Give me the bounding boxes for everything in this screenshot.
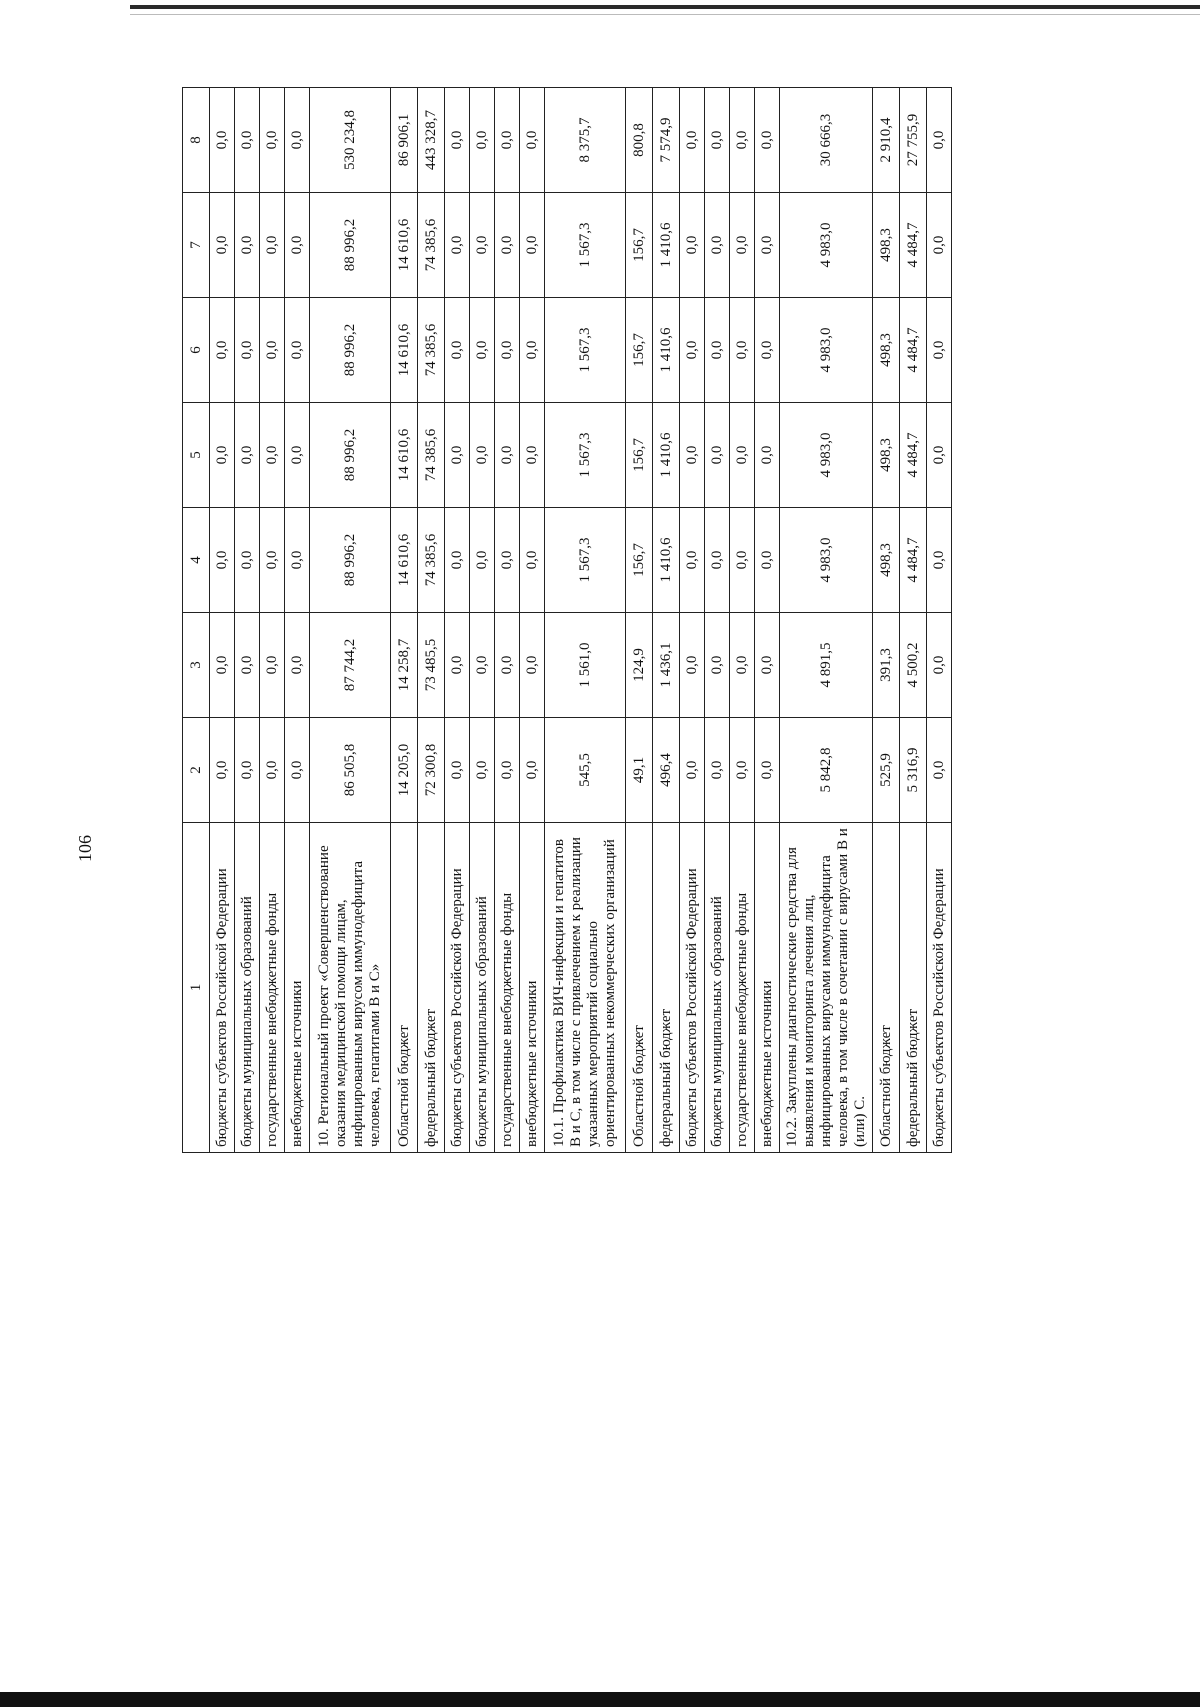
value-cell: 0,0	[755, 298, 780, 403]
value-cell: 86 906,1	[391, 88, 418, 193]
value-cell: 0,0	[445, 508, 470, 613]
row-label: Областной бюджет	[391, 823, 418, 1153]
header-cell: 5	[183, 403, 210, 508]
value-cell: 27 755,9	[900, 88, 927, 193]
value-cell: 498,3	[873, 298, 900, 403]
value-cell: 156,7	[626, 403, 653, 508]
value-cell: 74 385,6	[418, 193, 445, 298]
value-cell: 4 484,7	[900, 508, 927, 613]
value-cell: 156,7	[626, 508, 653, 613]
value-cell: 7 574,9	[653, 88, 680, 193]
value-cell: 0,0	[260, 718, 285, 823]
table-row	[705, 88, 730, 1153]
value-cell: 0,0	[705, 718, 730, 823]
value-cell: 0,0	[260, 613, 285, 718]
value-cell: 0,0	[495, 403, 520, 508]
value-cell: 0,0	[927, 193, 952, 298]
value-cell: 1 567,3	[545, 508, 626, 613]
value-cell: 1 567,3	[545, 403, 626, 508]
value-cell: 88 996,2	[310, 193, 391, 298]
value-cell: 0,0	[495, 613, 520, 718]
value-cell: 0,0	[285, 508, 310, 613]
value-cell: 1 410,6	[653, 508, 680, 613]
value-cell: 0,0	[445, 88, 470, 193]
row-label: бюджеты муниципальных образований	[705, 823, 730, 1153]
value-cell: 2 910,4	[873, 88, 900, 193]
value-cell: 5 316,9	[900, 718, 927, 823]
value-cell: 124,9	[626, 613, 653, 718]
value-cell: 0,0	[520, 718, 545, 823]
value-cell: 0,0	[235, 508, 260, 613]
value-cell: 1 436,1	[653, 613, 680, 718]
value-cell: 1 410,6	[653, 298, 680, 403]
value-cell: 0,0	[705, 508, 730, 613]
table-row	[653, 88, 680, 1153]
value-cell: 0,0	[755, 508, 780, 613]
value-cell: 0,0	[680, 88, 705, 193]
value-cell: 5 842,8	[780, 718, 873, 823]
table-row	[285, 88, 310, 1153]
value-cell: 0,0	[285, 298, 310, 403]
value-cell: 0,0	[210, 508, 235, 613]
value-cell: 156,7	[626, 298, 653, 403]
value-cell: 0,0	[705, 193, 730, 298]
value-cell: 1 567,3	[545, 193, 626, 298]
value-cell: 0,0	[210, 718, 235, 823]
value-cell: 4 484,7	[900, 403, 927, 508]
row-label: государственные внебюджетные фонды	[730, 823, 755, 1153]
table-row	[873, 88, 900, 1153]
value-cell: 498,3	[873, 403, 900, 508]
value-cell: 88 996,2	[310, 508, 391, 613]
value-cell: 0,0	[755, 613, 780, 718]
table-row	[900, 88, 927, 1153]
header-cell: 1	[183, 823, 210, 1153]
value-cell: 0,0	[235, 718, 260, 823]
table-header-row	[183, 88, 210, 1153]
header-cell: 7	[183, 193, 210, 298]
value-cell: 443 328,7	[418, 88, 445, 193]
value-cell: 14 610,6	[391, 508, 418, 613]
value-cell: 0,0	[705, 403, 730, 508]
row-label: внебюджетные источники	[755, 823, 780, 1153]
value-cell: 1 410,6	[653, 403, 680, 508]
scan-border-bottom	[0, 1692, 1200, 1707]
value-cell: 0,0	[210, 298, 235, 403]
value-cell: 0,0	[730, 88, 755, 193]
value-cell: 0,0	[730, 298, 755, 403]
value-cell: 0,0	[495, 88, 520, 193]
value-cell: 0,0	[927, 88, 952, 193]
header-cell: 2	[183, 718, 210, 823]
value-cell: 0,0	[285, 613, 310, 718]
value-cell: 49,1	[626, 718, 653, 823]
value-cell: 0,0	[927, 508, 952, 613]
value-cell: 0,0	[470, 508, 495, 613]
row-label: бюджеты муниципальных образований	[470, 823, 495, 1153]
table-row	[755, 88, 780, 1153]
table-row	[235, 88, 260, 1153]
row-label: бюджеты субъектов Российской Федерации	[445, 823, 470, 1153]
value-cell: 0,0	[470, 298, 495, 403]
value-cell: 0,0	[520, 298, 545, 403]
value-cell: 525,9	[873, 718, 900, 823]
value-cell: 0,0	[755, 403, 780, 508]
value-cell: 0,0	[445, 718, 470, 823]
value-cell: 0,0	[235, 403, 260, 508]
value-cell: 0,0	[730, 403, 755, 508]
value-cell: 0,0	[445, 193, 470, 298]
value-cell: 0,0	[470, 403, 495, 508]
value-cell: 496,4	[653, 718, 680, 823]
value-cell: 0,0	[680, 718, 705, 823]
value-cell: 74 385,6	[418, 403, 445, 508]
table-row	[391, 88, 418, 1153]
value-cell: 0,0	[680, 193, 705, 298]
value-cell: 0,0	[927, 718, 952, 823]
header-cell: 3	[183, 613, 210, 718]
value-cell: 0,0	[260, 88, 285, 193]
value-cell: 86 505,8	[310, 718, 391, 823]
value-cell: 0,0	[260, 193, 285, 298]
value-cell: 0,0	[235, 613, 260, 718]
value-cell: 0,0	[755, 718, 780, 823]
value-cell: 0,0	[470, 718, 495, 823]
value-cell: 545,5	[545, 718, 626, 823]
value-cell: 0,0	[520, 193, 545, 298]
value-cell: 0,0	[520, 88, 545, 193]
value-cell: 14 610,6	[391, 403, 418, 508]
page-number: 106	[75, 835, 95, 862]
value-cell: 530 234,8	[310, 88, 391, 193]
row-label: Областной бюджет	[873, 823, 900, 1153]
value-cell: 73 485,5	[418, 613, 445, 718]
row-label: бюджеты муниципальных образований	[235, 823, 260, 1153]
value-cell: 72 300,8	[418, 718, 445, 823]
table-row	[418, 88, 445, 1153]
value-cell: 0,0	[445, 298, 470, 403]
table-row	[445, 88, 470, 1153]
value-cell: 0,0	[470, 613, 495, 718]
value-cell: 0,0	[285, 718, 310, 823]
table-row	[680, 88, 705, 1153]
value-cell: 0,0	[927, 613, 952, 718]
budget-table	[182, 87, 952, 1153]
row-label: Областной бюджет	[626, 823, 653, 1153]
row-label: 10. Региональный проект «Совершенствование оказания медицинской помощи лицам, инфицированным вирусом иммунодефицита человека, гепатитами В и С»	[310, 823, 391, 1153]
value-cell: 0,0	[755, 193, 780, 298]
value-cell: 0,0	[285, 88, 310, 193]
value-cell: 4 891,5	[780, 613, 873, 718]
scan-border-top	[130, 5, 1200, 9]
table-row	[260, 88, 285, 1153]
value-cell: 0,0	[520, 403, 545, 508]
value-cell: 0,0	[210, 88, 235, 193]
value-cell: 0,0	[680, 403, 705, 508]
value-cell: 0,0	[470, 88, 495, 193]
value-cell: 0,0	[927, 298, 952, 403]
table-row	[927, 88, 952, 1153]
value-cell: 74 385,6	[418, 298, 445, 403]
value-cell: 4 983,0	[780, 298, 873, 403]
value-cell: 8 375,7	[545, 88, 626, 193]
value-cell: 74 385,6	[418, 508, 445, 613]
value-cell: 391,3	[873, 613, 900, 718]
value-cell: 0,0	[285, 193, 310, 298]
row-label: бюджеты субъектов Российской Федерации	[680, 823, 705, 1153]
value-cell: 0,0	[680, 298, 705, 403]
value-cell: 498,3	[873, 193, 900, 298]
value-cell: 0,0	[260, 403, 285, 508]
table-row	[626, 88, 653, 1153]
value-cell: 0,0	[285, 403, 310, 508]
value-cell: 0,0	[730, 508, 755, 613]
value-cell: 0,0	[705, 613, 730, 718]
value-cell: 4 500,2	[900, 613, 927, 718]
value-cell: 0,0	[260, 508, 285, 613]
row-label: федеральный бюджет	[653, 823, 680, 1153]
table-row	[495, 88, 520, 1153]
budget-table-container	[182, 88, 1067, 1153]
value-cell: 30 666,3	[780, 88, 873, 193]
header-cell: 4	[183, 508, 210, 613]
table-row	[210, 88, 235, 1153]
value-cell: 0,0	[520, 613, 545, 718]
row-label: внебюджетные источники	[520, 823, 545, 1153]
value-cell: 0,0	[495, 193, 520, 298]
value-cell: 4 484,7	[900, 193, 927, 298]
table-row	[545, 88, 626, 1153]
value-cell: 4 983,0	[780, 403, 873, 508]
value-cell: 14 205,0	[391, 718, 418, 823]
value-cell: 0,0	[260, 298, 285, 403]
table-row	[730, 88, 755, 1153]
value-cell: 0,0	[730, 718, 755, 823]
scan-border-line	[130, 14, 1200, 15]
value-cell: 0,0	[235, 298, 260, 403]
value-cell: 1 567,3	[545, 298, 626, 403]
value-cell: 4 484,7	[900, 298, 927, 403]
table-row	[520, 88, 545, 1153]
row-label: 10.1. Профилактика ВИЧ-инфекции и гепатитов В и С, в том числе с привлечением к реализации указанных мероприятий социально ориентированных некоммерческих организаций	[545, 823, 626, 1153]
row-label: федеральный бюджет	[900, 823, 927, 1153]
row-label: внебюджетные источники	[285, 823, 310, 1153]
value-cell: 0,0	[210, 193, 235, 298]
value-cell: 1 561,0	[545, 613, 626, 718]
value-cell: 0,0	[730, 613, 755, 718]
value-cell: 4 983,0	[780, 193, 873, 298]
value-cell: 1 410,6	[653, 193, 680, 298]
value-cell: 88 996,2	[310, 403, 391, 508]
value-cell: 0,0	[730, 193, 755, 298]
value-cell: 0,0	[495, 298, 520, 403]
row-label: 10.2. Закуплены диагностические средства для выявления и мониторинга лечения лиц, инфицированных вирусами иммунодефицита человека, в том числе в сочетании с вирусами В и (или) С.	[780, 823, 873, 1153]
value-cell: 0,0	[445, 403, 470, 508]
value-cell: 0,0	[680, 613, 705, 718]
value-cell: 14 610,6	[391, 298, 418, 403]
value-cell: 800,8	[626, 88, 653, 193]
value-cell: 0,0	[755, 88, 780, 193]
value-cell: 14 610,6	[391, 193, 418, 298]
value-cell: 14 258,7	[391, 613, 418, 718]
value-cell: 0,0	[445, 613, 470, 718]
value-cell: 0,0	[495, 718, 520, 823]
table-row	[470, 88, 495, 1153]
row-label: федеральный бюджет	[418, 823, 445, 1153]
value-cell: 0,0	[520, 508, 545, 613]
value-cell: 0,0	[927, 403, 952, 508]
value-cell: 0,0	[470, 193, 495, 298]
value-cell: 156,7	[626, 193, 653, 298]
header-cell: 8	[183, 88, 210, 193]
header-cell: 6	[183, 298, 210, 403]
value-cell: 4 983,0	[780, 508, 873, 613]
value-cell: 0,0	[235, 88, 260, 193]
value-cell: 0,0	[495, 508, 520, 613]
value-cell: 0,0	[705, 298, 730, 403]
table-row	[310, 88, 391, 1153]
value-cell: 0,0	[210, 403, 235, 508]
value-cell: 0,0	[680, 508, 705, 613]
value-cell: 0,0	[705, 88, 730, 193]
value-cell: 87 744,2	[310, 613, 391, 718]
row-label: бюджеты субъектов Российской Федерации	[927, 823, 952, 1153]
row-label: государственные внебюджетные фонды	[495, 823, 520, 1153]
table-row	[780, 88, 873, 1153]
value-cell: 498,3	[873, 508, 900, 613]
row-label: государственные внебюджетные фонды	[260, 823, 285, 1153]
value-cell: 0,0	[210, 613, 235, 718]
value-cell: 0,0	[235, 193, 260, 298]
value-cell: 88 996,2	[310, 298, 391, 403]
row-label: бюджеты субъектов Российской Федерации	[210, 823, 235, 1153]
